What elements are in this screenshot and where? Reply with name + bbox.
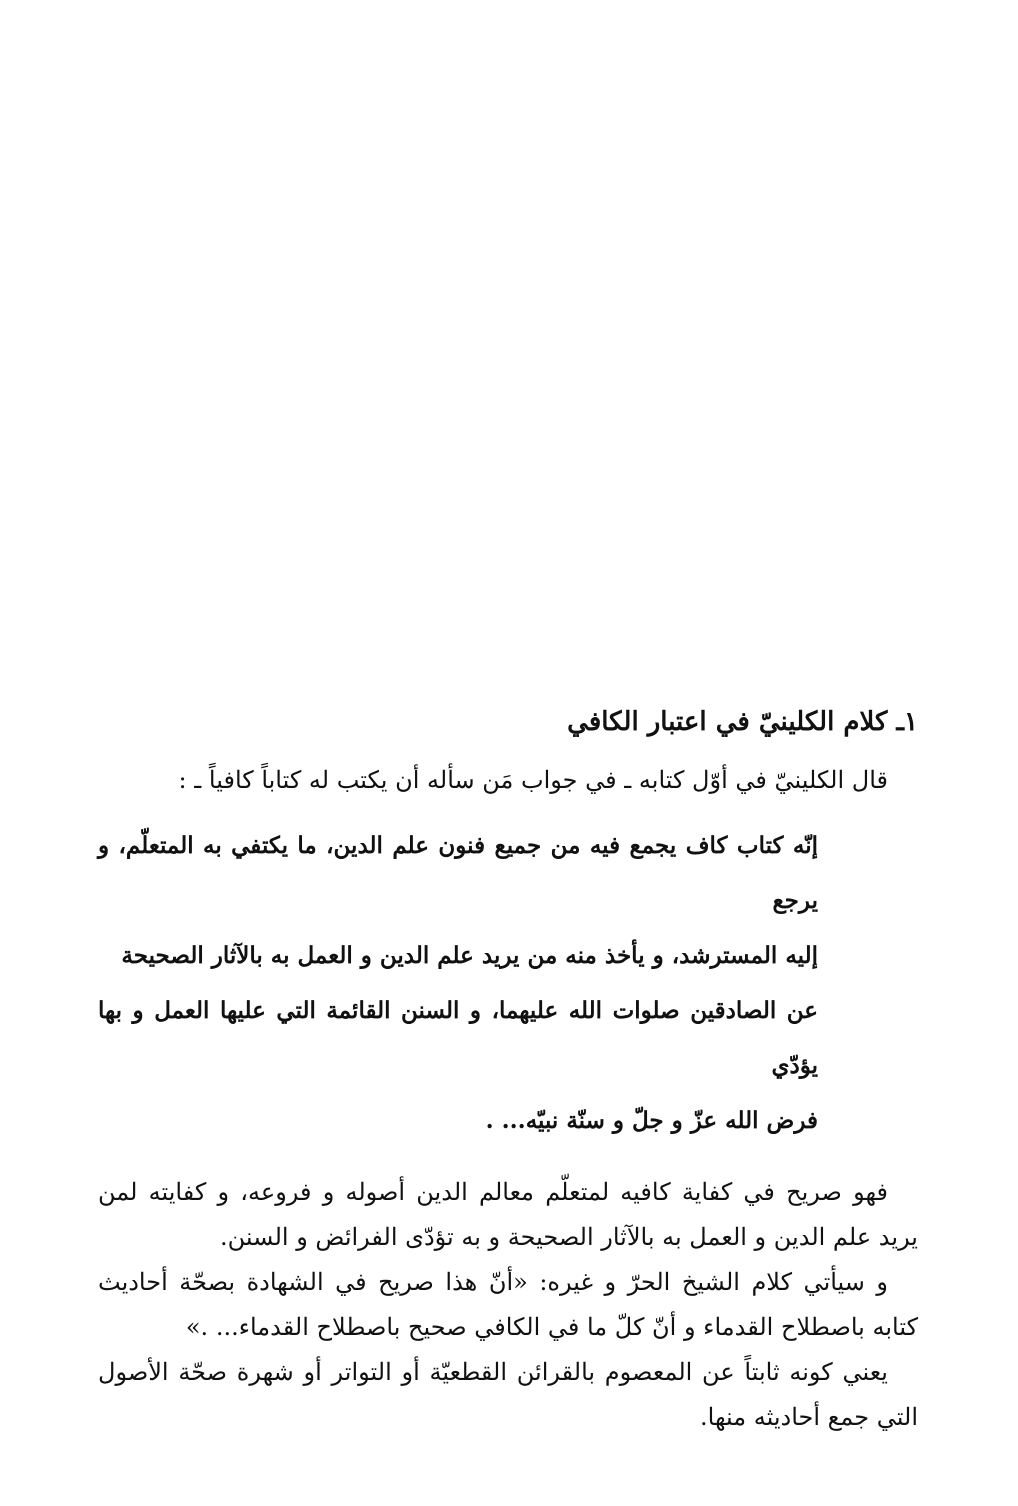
document-page <box>98 700 918 1440</box>
quote-line: إليه المسترشد، و يأخذ منه من يريد علم الدين و العمل به بالآثار الصحيحة <box>121 942 818 969</box>
quote-line: عن الصادقين صلوات الله عليهما، و السنن القائمة التي عليها العمل و بها يؤدّي <box>98 997 818 1079</box>
quote-line: إنّه كتاب كاف يجمع فيه من جميع فنون علم الدين، ما يكتفي به المتعلّم، و يرجع <box>98 832 818 914</box>
intro-sentence: قال الكلينيّ في أوّل كتابه ـ في جواب مَن سأله أن يكتب له كتاباً كافياً ـ : <box>178 766 888 794</box>
body-paragraph: يعني كونه ثابتاً عن المعصوم بالقرائن القطعيّة أو التواتر أو شهرة صحّة الأصول التي جمع أحاديثه منها. <box>98 1358 918 1431</box>
quote-line: فرض الله عزّ و جلّ و سنّة نبيّه... . <box>485 1107 818 1134</box>
section-heading: ١ـ كلام الكلينيّ في اعتبار الكافي <box>567 707 918 737</box>
body-paragraph: و سيأتي كلام الشيخ الحرّ و غيره: «أنّ هذا صريح في الشهادة بصحّة أحاديث كتابه باصطلاح القدماء و أنّ كلّ ما في الكافي صحيح باصطلاح القدماء... .» <box>98 1268 918 1341</box>
block-quote <box>98 818 818 1148</box>
body-paragraph: فهو صريح في كفاية كافيه لمتعلّم معالم الدين أصوله و فروعه، و كفايته لمن يريد علم الدين و العمل به بالآثار الصحيحة و به تؤدّى الفرائض و السنن. <box>98 1178 918 1251</box>
